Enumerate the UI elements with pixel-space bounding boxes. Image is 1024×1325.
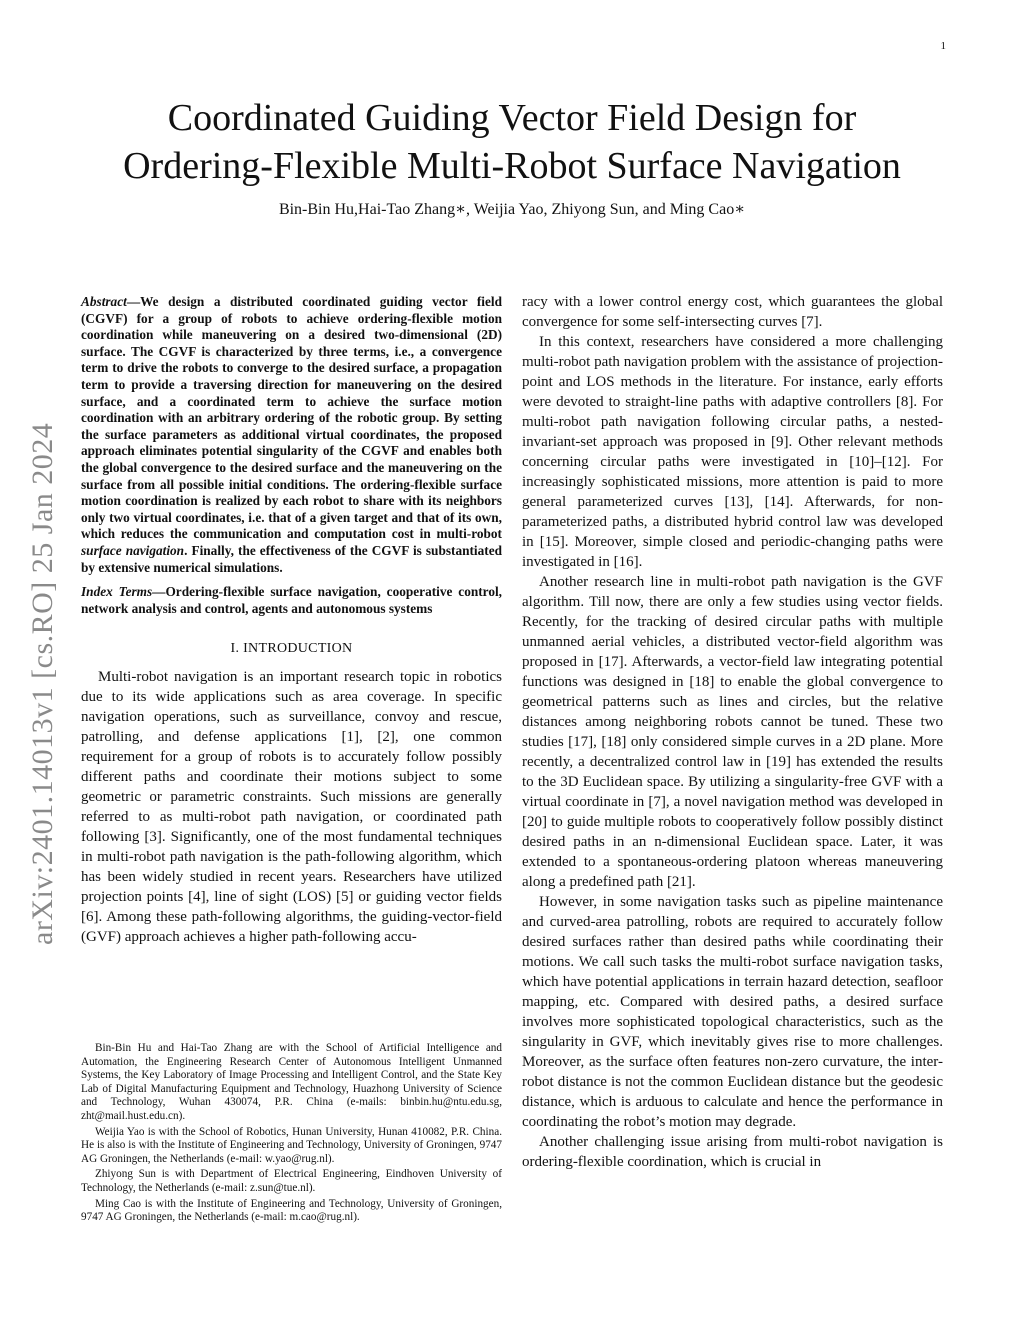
body-paragraph: racy with a lower control energy cost, which guarantees the global convergence for some self-intersecting curves [7].: [522, 294, 943, 330]
abstract-text-b: . Finally, the effectiveness of the CGVF is substantiated by extensive numerical simulations.: [81, 542, 502, 575]
author-footnotes: [81, 1042, 502, 1227]
footnote-affiliation: Weijia Yao is with the School of Robotics, Hunan University, Hunan 410082, P.R. China. He is also is with the Institute of Engineering and Technology, University of Groningen, 9747 AG Groningen, the Netherlands (e-mail: w.yao@rug.nl).: [81, 1125, 502, 1165]
arxiv-identifier-stamp: arXiv:2401.14013v1 [cs.RO] 25 Jan 2024: [26, 422, 59, 945]
abstract-text-a: —We design a distributed coordinated guiding vector field (CGVF) for a group of robots to achieve ordering-flexible motion coordination while maneuvering on a desired two-dimensional (2D) surface. The CGVF is characterized by three terms, i.e., a convergence term to drive the robots to converge to the desired surface, a propagation term to provide a traversing direction for maneuvering on the desired surface, and a coordinated term to achieve the surface motion coordination with an arbitrary ordering of the robotic group. By setting the surface parameters as additional virtual coordinates, the proposed approach eliminates potential singularity of the CGVF and enables both the global convergence to the desired surface and the maneuvering on the surface from all possible initial conditions. The ordering-flexible surface motion coordination is realized by each robot to share with its neighbors only two virtual coordinates, i.e. that of a given target and that of its own, which reduces the communication and computation cost in multi-robot: [81, 294, 502, 542]
index-terms: [81, 584, 502, 617]
abstract-italic-term: surface navigation: [81, 542, 185, 558]
body-paragraph: Another research line in multi-robot path navigation is the GVF algorithm. Till now, there are only a few studies using vector fields. Recently, for the tracking of desired circular paths with multiple unmanned aerial vehicles, a distributed vector-field algorithm was proposed in [17]. Afterwards, a vector-field law integrating potential functions was designed in [18] to enable the global convergence to geometrical patterns such as lines and circles, but the relative distances among neighboring robots cannot be tuned. These two studies [17], [18] only considered simple curves in a 2D plane. More recently, a decentralized control law in [19] has extended the results to the 3D Euclidean space. By utilizing a singularity-free GVF with a virtual coordinate in [7], a novel navigation method was developed in [20] to guide multiple robots to cooperatively follow possibly distinct desired paths in an n-dimensional Euclidean space. Later, it was extended to a spontaneous-ordering platoon whereas maneuvering along a predefined path [21].: [522, 574, 943, 890]
left-column: [81, 294, 502, 947]
index-terms-text: —Ordering-flexible surface navigation, cooperative control, network analysis and control, agents and autonomous systems: [81, 584, 502, 616]
abstract-lead: Abstract: [81, 294, 127, 309]
intro-paragraph: Multi-robot navigation is an important research topic in robotics due to its wide applications such as area coverage. In specific navigation operations, such as surveillance, convoy and rescue, patrolling, and defense applications [1], [2], one common requirement for a group of robots is to accurately follow possibly different paths and coordinate their motions subject to some geometric or parametric constraints. Such missions are generally referred to as multi-robot path navigation, or coordinated path following [3]. Significantly, one of the most fundamental techniques in multi-robot path navigation is the path-following algorithm, which has been widely studied in recent years. Researchers have utilized projection points [4], line of sight (LOS) [5] or guiding vector fields [6]. Among these path-following algorithms, the guiding-vector-field (GVF) approach achieves a higher path-following accu-: [81, 669, 502, 946]
body-paragraph: However, in some navigation tasks such as pipeline maintenance and curved-area patrolling, robots are required to accurately follow desired surfaces rather than desired paths while coordinating their motions. We call such tasks the multi-robot surface navigation tasks, which have potential applications in terrain hazard detection, seafloor mapping, etc. Compared with desired paths, a desired surface involves more sophisticated topological characteristics, such as the singularity in GVF, which inevitably gives rise to more challenges. Moreover, as the surface often features non-zero curvature, the inter-robot distance is not the common Euclidean distance but the geodesic distance, which is arduous to calculate and hence the performance in coordinating the robot’s motion may degrade.: [522, 894, 943, 1130]
paper-title-line-2: Ordering-Flexible Multi-Robot Surface Navigation: [123, 145, 901, 187]
paper-title: [60, 94, 964, 190]
body-paragraph: Another challenging issue arising from multi-robot navigation is ordering-flexible coordination, which is crucial in: [522, 1134, 943, 1170]
section-heading-introduction: I. INTRODUCTION: [230, 641, 353, 657]
page-number: 1: [940, 40, 946, 52]
index-terms-lead: Index Terms: [81, 584, 153, 600]
abstract: [81, 294, 502, 576]
right-column: [522, 292, 943, 1172]
paper-title-line-1: Coordinated Guiding Vector Field Design for: [167, 97, 857, 139]
footnote-affiliation: Zhiyong Sun is with Department of Electrical Engineering, Eindhoven University of Technology, the Netherlands (e-mail: z.sun@tue.nl).: [81, 1168, 502, 1194]
body-paragraph: In this context, researchers have considered a more challenging multi-robot path navigation problem with the assistance of projection-point and LOS methods in the literature. For instance, early efforts were devoted to straight-line paths with adaptive controllers [8]. For multi-robot path navigation following circular paths, a nested-invariant-set approach was proposed in [9]. Other relevant methods concerning circular paths were investigated in [10]–[12]. For increasingly sophisticated missions, more attention is paid to more general parameterized curves [13], [14]. Afterwards, for non-parameterized paths, a distributed hybrid control law was developed in [15]. Moreover, simple closed and periodic-changing paths were investigated in [16].: [522, 334, 943, 570]
author-list: Bin-Bin Hu,Hai-Tao Zhang∗, Weijia Yao, Zhiyong Sun, and Ming Cao∗: [278, 201, 746, 218]
footnote-affiliation: Bin-Bin Hu and Hai-Tao Zhang are with the School of Artificial Intelligence and Automation, the Engineering Research Center of Autonomous Intelligent Unmanned Systems, the Key Laboratory of Image Processing and Intelligent Control, and the State Key Lab of Digital Manufacturing Equipment and Technology, Huazhong University of Science and Technology, Wuhan 430074, P.R. China (e-mails: binbin.hu@ntu.edu.sg, zht@mail.hust.edu.cn).: [81, 1042, 502, 1122]
footnote-affiliation: Ming Cao is with the Institute of Engineering and Technology, University of Groningen, 9747 AG Groningen, the Netherlands (e-mail: m.cao@rug.nl).: [81, 1197, 502, 1224]
